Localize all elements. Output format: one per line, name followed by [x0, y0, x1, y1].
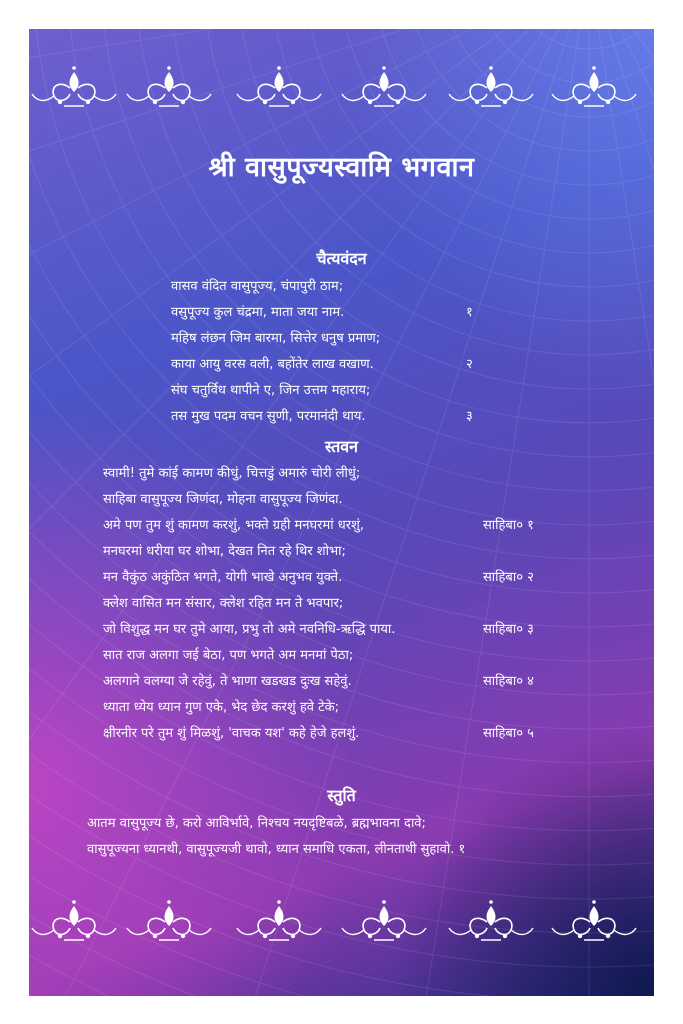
page-content: [29, 29, 654, 996]
chaityavandan-line: [171, 300, 473, 326]
refrain-marker: साहिबा० २: [483, 570, 534, 585]
refrain-marker: साहिबा० ५: [483, 726, 534, 741]
verse-text: तस मुख पदम वचन सुणी, परमानंदी थाय.: [171, 409, 366, 424]
refrain-marker: साहिबा० १: [483, 518, 534, 533]
verse-text: अलगाने वलग्या जे रहेवुं, ते भाणा खडखड दुःख सहेवुं.: [103, 674, 352, 689]
stavan-heading: स्तवन: [324, 437, 359, 456]
verse-text: साहिबा वासुपूज्य जिणंदा, मोहना वासुपूज्य जिणंदा.: [103, 492, 343, 507]
stavan-line: [103, 461, 360, 487]
verse-text: अमे पण तुम शुं कामण करशुं, भक्ते ग्रही मनघरमां धरशुं,: [103, 518, 365, 533]
verse-text: सात राज अलगा जई बेठा, पण भगते अम मनमां पेठा;: [103, 648, 354, 663]
stavan-line: [103, 487, 343, 513]
stavan-line: [103, 513, 534, 539]
verse-text: क्षीरनीर परे तुम शुं मिळशुं, 'वाचक यश' कहे हेजे हलशुं.: [103, 726, 360, 741]
verse-text: क्लेश वासित मन संसार, क्लेश रहित मन ते भवपार;: [103, 596, 344, 611]
verse-text: काया आयु वरस वली, बहोंतेर लाख वखाण.: [171, 357, 374, 372]
page-title: श्री वासुपूज्यस्वामि भगवान: [208, 152, 475, 183]
stavan-line: [103, 669, 534, 695]
verse-text: ध्याता ध्येय ध्यान गुण एके, भेद छेद करशुं हवे टेके;: [103, 700, 340, 715]
stuti-heading: स्तुति: [327, 786, 356, 805]
verse-text: स्वामी! तुमे कांई कामण कीधुं, चित्तडुं अमारुं चोरी लीधुं;: [103, 466, 361, 481]
verse-text: मन वैकुंठ अकुंठित भगते, योगी भाखे अनुभव युक्ते.: [103, 570, 343, 585]
stavan-line: [103, 539, 346, 565]
page-background: [29, 29, 654, 996]
refrain-marker: साहिबा० ४: [483, 674, 534, 689]
stavan-line: [103, 591, 343, 617]
verse-number: ३: [466, 409, 473, 424]
stavan-line: [103, 721, 534, 747]
verse-text: वसुपूज्य कुल चंद्रमा, माता जया नाम.: [171, 305, 345, 320]
verse-number: १: [466, 305, 473, 320]
verse-text: संघ चतुर्विध थापीने ए, जिन उत्तम महाराय;: [171, 383, 371, 398]
chaityavandan-line: [171, 378, 370, 404]
verse-text: मनघरमां धरीया घर शोभा, देखत नित रहे थिर शोभा;: [103, 544, 346, 559]
stavan-line: [103, 565, 534, 591]
chaityavandan-heading: चैत्यवंदन: [316, 249, 367, 268]
stuti-line: वासुपूज्यना ध्यानथी, वासुपूज्यजी थावो, ध्यान समाधि एकता, लीनताथी सुहावो. १: [87, 842, 466, 857]
refrain-marker: साहिबा० ३: [483, 622, 534, 637]
verse-text: जो विशुद्ध मन घर तुमे आया, प्रभु तो अमे नवनिधि-ऋद्धि पाया.: [103, 622, 396, 637]
verse-text: महिष लंछन जिम बारमा, सित्तेर धनुष प्रमाण;: [171, 331, 381, 346]
verse-number: २: [466, 357, 473, 372]
chaityavandan-line: [171, 352, 473, 378]
stavan-line: [103, 617, 534, 643]
stuti-line: आतम वासुपूज्य छे, करो आविर्भावे, निश्चय नयदृष्टिबळे, ब्रह्मभावना दावे;: [87, 816, 426, 831]
chaityavandan-line: [171, 274, 343, 300]
stavan-line: [103, 643, 353, 669]
chaityavandan-line: [171, 404, 473, 430]
verse-text: वासव वंदित वासुपूज्य, चंपापुरी ठाम;: [171, 279, 344, 294]
chaityavandan-line: [171, 326, 380, 352]
stavan-line: [103, 695, 339, 721]
